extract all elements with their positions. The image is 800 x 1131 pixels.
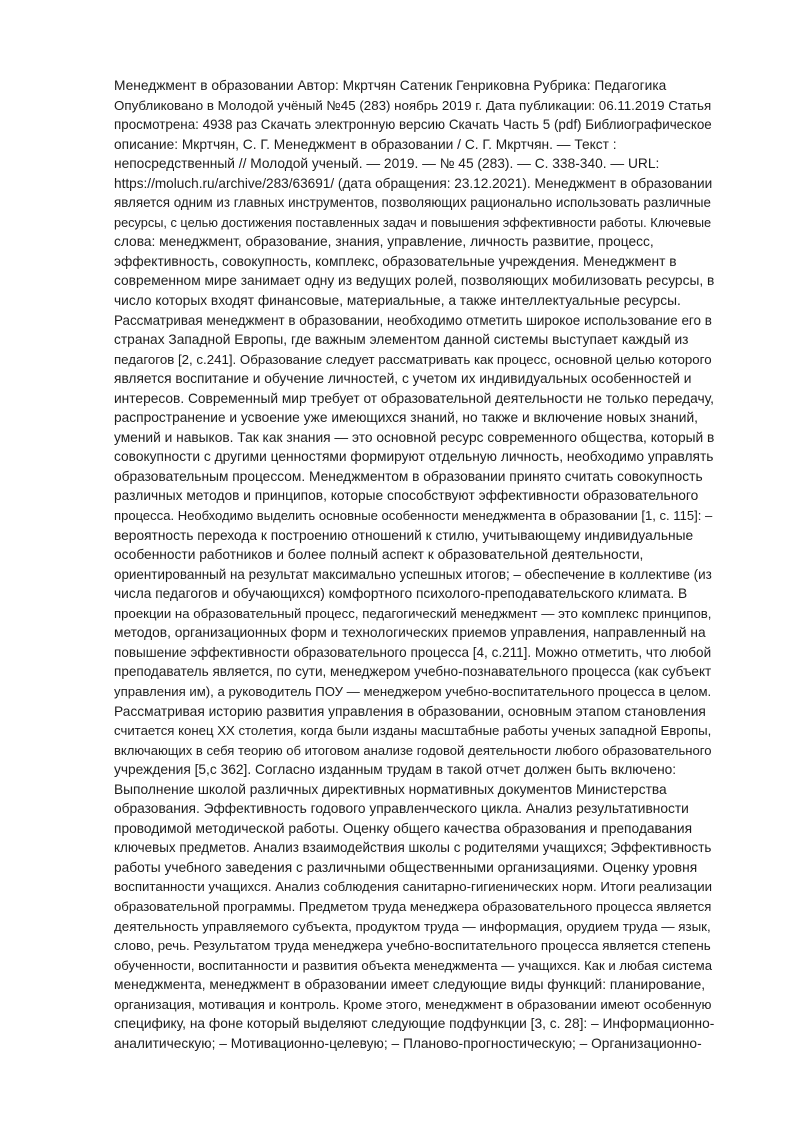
text-line: проводимой методической работы. Оценку общего качества образования и преподавания xyxy=(114,820,693,836)
text-line: обученности, воспитанности и развития объекта менеджмента — учащихся. Как и любая система xyxy=(114,957,712,973)
text-line: менеджмента, менеджмент в образовании имеет следующие виды функций: планирование, xyxy=(114,977,706,993)
text-line: воспитанности учащихся. Анализ соблюдения санитарно-гигиенических норм. Итоги реализации xyxy=(114,879,713,895)
text-line: слово, речь. Результатом труда менеджера учебно-воспитательного процесса является степень xyxy=(114,938,711,954)
text-line: распространение и усвоение уже имеющихся знаний, но также и включение новых знаний, xyxy=(114,410,698,426)
text-line: особенности работников и более полный аспект к образовательной деятельности, xyxy=(114,547,644,563)
text-line: Менеджмент в образовании Автор: Мкртчян Сатеник Генриковна Рубрика: Педагогика xyxy=(114,78,667,93)
text-line: аналитическую; – Мотивационно-целевую; – Планово-прогностическую; – Организационно- xyxy=(114,1035,702,1051)
text-line: образования. Эффективность годового управленческого цикла. Анализ результативности xyxy=(114,801,689,817)
text-line: Рассматривая историю развития управления в образовании, основным этапом становления xyxy=(114,703,706,719)
text-line: интересов. Современный мир требует от образовательной деятельности не только передачу, xyxy=(114,390,715,406)
text-line: специфику, на фоне который выделяют следующие подфункции [3, с. 28]: – Информационно- xyxy=(114,1016,715,1032)
text-line: непосредственный // Молодой ученый. — 2019. — № 45 (283). — С. 338-340. — URL: xyxy=(114,156,660,172)
text-line: образовательной программы. Предметом труда менеджера образовательного процесса является xyxy=(114,898,712,914)
text-line: включающих в себя теорию об итоговом анализе годовой деятельности любого образовательного xyxy=(114,742,712,758)
text-line: странах Западной Европы, где важным элементом данной системы выступает каждый из xyxy=(114,332,689,348)
text-line: ориентированный на результат максимально успешных итогов; – обеспечение в коллективе (из xyxy=(114,566,712,582)
text-line: вероятность перехода к построению отношений к стилю, учитывающему индивидуальные xyxy=(114,527,694,543)
text-line: управления им), а руководитель ПОУ — менеджером учебно-воспитательного процесса в целом. xyxy=(114,683,712,699)
text-line: различных методов и принципов, которые способствуют эффективности образовательного xyxy=(114,488,699,504)
text-line: ресурсы, с целью достижения поставленных задач и повышения эффективности работы. Ключевые xyxy=(114,214,712,230)
text-line: просмотрена: 4938 раз Скачать электронную версию Скачать Часть 5 (pdf) Библиографическое xyxy=(114,117,712,133)
text-line: https://moluch.ru/archive/283/63691/ (дата обращения: 23.12.2021). Менеджмент в образовании xyxy=(114,175,713,191)
text-line: учреждения [5,с 362]. Согласно изданным трудам в такой отчет должен быть включено: xyxy=(114,762,677,778)
text-line: преподаватель является, по сути, менеджером учебно-познавательного процесса (как субъект xyxy=(114,664,712,680)
text-line: числа педагогов и обучающихся) комфортного психолого-преподавательского климата. В xyxy=(114,586,688,602)
text-line: повышение эффективности образовательного процесса [4, с.211]. Можно отметить, что любой xyxy=(114,644,712,660)
text-line: число которых входят финансовые, материальные, а также интеллектуальные ресурсы. xyxy=(114,293,681,309)
text-line: педагогов [2, с.241]. Образование следует рассматривать как процесс, основной целью которого xyxy=(114,351,712,367)
text-line: ключевых предметов. Анализ взаимодействия школы с родителями учащихся; Эффективность xyxy=(114,840,712,856)
text-line: образовательным процессом. Менеджментом в образовании принято считать совокупность xyxy=(114,468,703,484)
text-line: современном мире занимает одну из ведущих ролей, позволяющих мобилизовать ресурсы, в xyxy=(114,273,715,289)
text-line: совокупности с другими ценностями формируют отдельную личность, необходимо управлять xyxy=(114,449,714,465)
text-line: описание: Мкртчян, С. Г. Менеджмент в образовании / С. Г. Мкртчян. — Текст : xyxy=(114,136,617,152)
text-line: слова: менеджмент, образование, знания, управление, личность развитие, процесс, xyxy=(114,234,654,250)
text-line: Опубликовано в Молодой учёный №45 (283) ноябрь 2019 г. Дата публикации: 06.11.2019 Статья xyxy=(114,97,712,113)
text-line: проекции на образовательный процесс, педагогический менеджмент — это комплекс принципов, xyxy=(114,605,712,621)
text-line: работы учебного заведения с различными общественными организациями. Оценку уровня xyxy=(114,859,698,875)
text-line: считается конец XX столетия, когда были изданы масштабные работы ученых западной Европы, xyxy=(114,723,712,739)
article-text xyxy=(114,76,714,1053)
text-line: методов, организационных форм и технологических приемов управления, направленный на xyxy=(114,625,706,641)
text-line: эффективность, совокупность, комплекс, образовательные учреждения. Менеджмент в xyxy=(114,253,677,269)
text-line: является одним из главных инструментов, позволяющих рационально использовать различные xyxy=(114,195,711,211)
text-line: организация, мотивация и контроль. Кроме этого, менеджмент в образовании имеют особенную xyxy=(114,996,712,1012)
text-line: деятельность управляемого субъекта, продуктом труда — информация, орудием труда — язык, xyxy=(114,918,711,934)
text-line: является воспитание и обучение личностей, с учетом их индивидуальных особенностей и xyxy=(114,371,692,387)
text-line: процесса. Необходимо выделить основные особенности менеджмента в образовании [1, с. 115]: – xyxy=(114,508,713,524)
text-line: умений и навыков. Так как знания — это основной ресурс современного общества, который в xyxy=(114,429,715,445)
text-line: Рассматривая менеджмент в образовании, необходимо отметить широкое использование его в xyxy=(114,312,712,328)
text-line: Выполнение школой различных директивных нормативных документов Министерства xyxy=(114,781,667,797)
